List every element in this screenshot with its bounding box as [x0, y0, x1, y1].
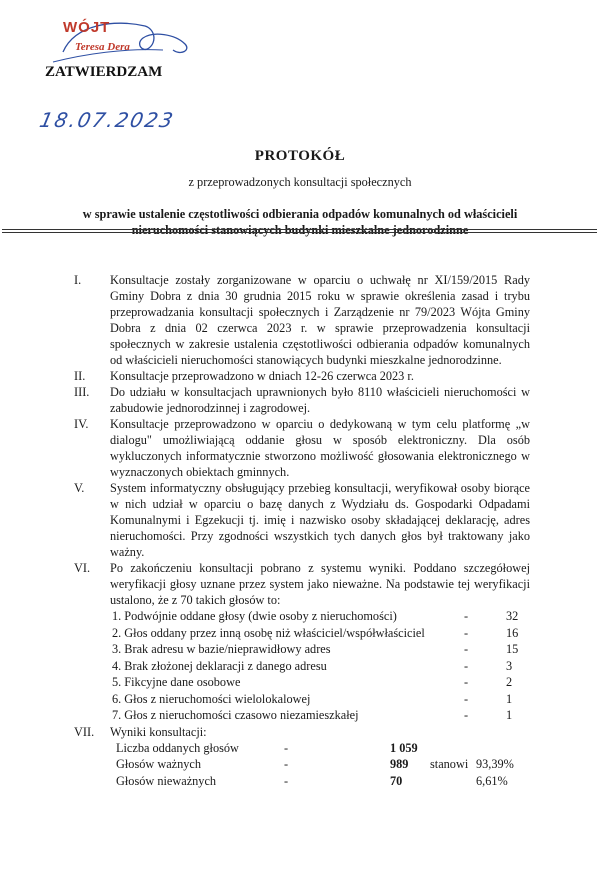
- document-subtitle: z przeprowadzonych konsultacji społecznych: [188, 175, 412, 189]
- item-number: VI.: [74, 561, 91, 575]
- reason-label: 3. Brak adresu w bazie/nieprawidłowy adres: [112, 642, 331, 656]
- list-item: [0, 480, 600, 560]
- result-mid: stanowi: [430, 757, 469, 771]
- result-percent: 93,39%: [476, 757, 514, 771]
- invalid-reason-row: [112, 674, 532, 691]
- invalid-reason-row: [112, 641, 532, 658]
- reason-label: 6. Głos z nieruchomości wielolokalowej: [112, 691, 311, 706]
- list-item: [0, 560, 600, 608]
- item-number: I.: [74, 273, 82, 287]
- reason-dash: -: [464, 691, 469, 706]
- approval-label: ZATWIERDZAM: [45, 64, 163, 80]
- reason-dash: -: [464, 658, 469, 673]
- result-row: [116, 740, 536, 757]
- list-item: [0, 724, 600, 740]
- reason-dash: -: [464, 675, 469, 689]
- list-item: [0, 272, 600, 368]
- reason-dash: -: [464, 642, 469, 656]
- topic-line-2: nieruchomości stanowiących budynki mieszkalne jednorodzinne: [131, 223, 469, 237]
- reason-label: 1. Podwójnie oddane głosy (dwie osoby z nieruchomości): [112, 609, 397, 623]
- result-dash: -: [284, 757, 289, 771]
- reason-count: 15: [506, 642, 519, 656]
- item-number: V.: [74, 481, 85, 495]
- result-row: [116, 756, 536, 773]
- item-text: Do udziału w konsultacjach uprawnionych było 8110 właścicieli nieruchomości w zabudowie jednorodzinnej i zagrodowej.: [110, 385, 530, 415]
- result-label: Głosów ważnych: [116, 757, 202, 771]
- result-percent: 6,61%: [476, 773, 508, 788]
- reason-count: 2: [506, 675, 513, 689]
- item-number: VII.: [74, 724, 95, 739]
- reason-dash: -: [464, 625, 469, 640]
- invalid-reason-row: [112, 608, 532, 625]
- result-value: 70: [390, 773, 403, 788]
- reason-count: 3: [506, 658, 513, 673]
- result-dash: -: [284, 773, 289, 788]
- item-text: Po zakończeniu konsultacji pobrano z systemu wyniki. Poddano szczegółowej weryfikacji głosy uznane przez system jako nieważne. Na podstawie tej weryfikacji ustalono, że z 70 takich głosów to:: [110, 561, 530, 607]
- handwritten-date: 18.07.2023: [37, 108, 178, 132]
- document-title: PROTOKÓŁ: [254, 148, 346, 164]
- invalid-reason-row: [112, 691, 532, 708]
- result-value: 989: [390, 757, 409, 771]
- protocol-list: [0, 272, 600, 789]
- invalid-reason-row: [112, 625, 532, 642]
- reason-count: 32: [506, 609, 519, 623]
- stamp-name: Teresa Dera: [75, 41, 130, 53]
- reason-label: 2. Głos oddany przez inną osobę niż właściciel/współwłaściciel: [112, 625, 425, 640]
- result-dash: -: [284, 740, 289, 755]
- stamp-title: WÓJT: [63, 19, 111, 36]
- topic-line-1: w sprawie ustalenie częstotliwości odbierania odpadów komunalnych od właścicieli: [82, 207, 518, 221]
- result-label: Głosów nieważnych: [116, 773, 217, 788]
- item-number: IV.: [74, 417, 89, 431]
- invalid-reason-row: [112, 707, 532, 724]
- item-text: Wyniki konsultacji:: [110, 724, 207, 739]
- list-item: [0, 416, 600, 480]
- reason-label: 5. Fikcyjne dane osobowe: [112, 675, 241, 689]
- reason-count: 16: [506, 625, 519, 640]
- result-value: 1 059: [390, 740, 418, 755]
- reason-count: 1: [506, 691, 513, 706]
- item-number: III.: [74, 385, 90, 399]
- reason-count: 1: [506, 708, 513, 722]
- list-item: [0, 384, 600, 416]
- invalid-reason-row: [112, 658, 532, 675]
- divider: [2, 229, 597, 233]
- item-text: System informatyczny obsługujący przebieg konsultacji, weryfikował osoby biorące w nich udział w oparciu o bazę danych z Wydziału ds. Gospodarki Odpadami Komunalnymi i Egzekucji tj. imię i nazwisko osoby składającej deklarację, adres nieruchomości. Przy zgodności wszystkich tych danych głos był traktowany jako ważny.: [110, 481, 530, 559]
- item-text: Konsultacje przeprowadzono w dniach 12-26 czerwca 2023 r.: [110, 369, 414, 383]
- reason-dash: -: [464, 708, 469, 722]
- result-label: Liczba oddanych głosów: [116, 740, 239, 755]
- item-text: Konsultacje zostały zorganizowane w oparciu o uchwałę nr XI/159/2015 Rady Gminy Dobra z dnia 30 grudnia 2015 roku w sprawie określenia zasad i trybu przeprowadzania konsultacji społecznych i Zarządzenie nr 79/2023 Wójta Gminy Dobra z dnia 02 czerwca 2023 r. w sprawie przeprowadzenia konsultacji społecznych w zakresie ustalenia częstotliwości odbierania odpadów komunalnych od właścicieli nieruchomości stanowiących budynki mieszkalne jednorodzinne.: [110, 273, 530, 367]
- item-text: Konsultacje przeprowadzono w oparciu o dedykowaną w tym celu platformę „w dialogu" umożliwiającą oddanie głosu w sposób elektroniczny. Dla osób wykluczonych informatycznie stworzono możliwość głosowania elektronicznego w wyznaczonych obiektach gminnych.: [110, 417, 530, 479]
- result-row: [116, 773, 536, 790]
- item-number: II.: [74, 369, 86, 383]
- reason-label: 7. Głos z nieruchomości czasowo niezamieszkałej: [112, 708, 359, 722]
- list-item: [0, 368, 600, 384]
- reason-label: 4. Brak złożonej deklaracji z danego adresu: [112, 658, 327, 673]
- document-topic: [0, 206, 600, 238]
- reason-dash: -: [464, 609, 469, 623]
